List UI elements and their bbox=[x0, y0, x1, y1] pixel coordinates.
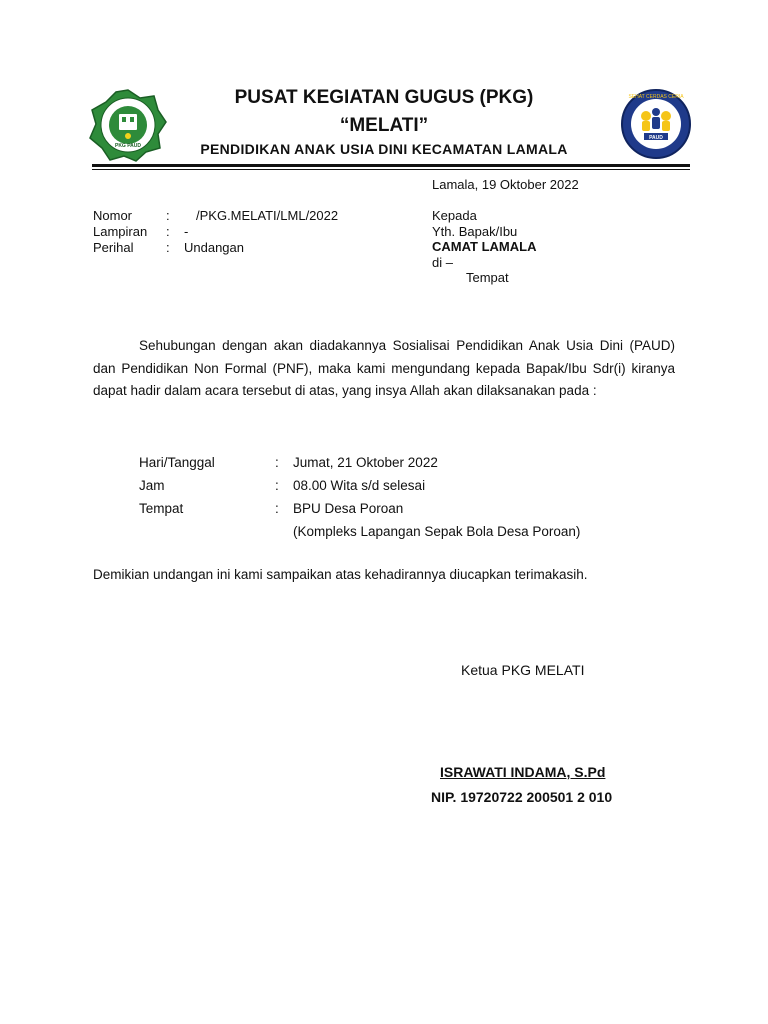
svg-text:PKG PAUD: PKG PAUD bbox=[114, 143, 142, 149]
schedule-place-detail: (Kompleks Lapangan Sepak Bola Desa Poroan) bbox=[293, 524, 581, 539]
recipient-name: CAMAT LAMALA bbox=[432, 239, 537, 254]
header-rule-thick bbox=[92, 164, 690, 167]
signature-nip: NIP. 19720722 200501 2 010 bbox=[431, 789, 613, 805]
meta-value-perihal: Undangan bbox=[184, 240, 244, 255]
schedule-value-date: Jumat, 21 Oktober 2022 bbox=[293, 455, 438, 470]
meta-value-nomor: /PKG.MELATI/LML/2022 bbox=[196, 208, 339, 223]
recipient-line: Kepada bbox=[432, 208, 477, 223]
letterhead-title: PUSAT KEGIATAN GUGUS (PKG) bbox=[234, 87, 534, 108]
meta-sep: : bbox=[166, 240, 170, 255]
header-rule-thin bbox=[92, 169, 690, 170]
recipient-line: di – bbox=[432, 254, 453, 270]
event-schedule bbox=[139, 451, 580, 543]
schedule-sep: : bbox=[275, 501, 279, 516]
meta-value-lampiran: - bbox=[184, 224, 189, 239]
schedule-sep: : bbox=[275, 455, 279, 470]
recipient-block bbox=[432, 208, 536, 286]
schedule-sep: : bbox=[275, 478, 279, 493]
signature-title: Ketua PKG MELATI bbox=[461, 662, 585, 678]
letter-date: Lamala, 19 Oktober 2022 bbox=[432, 177, 579, 192]
signature-name: ISRAWATI INDAMA, S.Pd bbox=[440, 764, 606, 780]
letterhead-subtitle: “MELATI” bbox=[339, 115, 429, 136]
meta-label-perihal: Perihal bbox=[93, 240, 134, 255]
meta-label-lampiran: Lampiran bbox=[93, 224, 148, 239]
body-paragraph-text: Sehubungan dengan akan diadakannya Sosialisai Pendidikan Anak Usia Dini (PAUD) dan Pendidikan Non Formal (PNF), maka kami mengundang kepada Bapak/Ibu Sdr(i) kiranya dapat hadir dalam acara tersebut di atas, yang insya Allah akan dilaksanakan pada : bbox=[93, 338, 675, 398]
schedule-label-date: Hari/Tanggal bbox=[139, 455, 215, 470]
schedule-label-place: Tempat bbox=[139, 501, 184, 516]
schedule-value-time: 08.00 Wita s/d selesai bbox=[293, 478, 426, 493]
meta-sep: : bbox=[166, 208, 170, 223]
closing-paragraph: Demikian undangan ini kami sampaikan atas kehadirannya diucapkan terimakasih. bbox=[93, 567, 588, 582]
meta-sep: : bbox=[166, 224, 170, 239]
body-paragraph bbox=[93, 335, 675, 403]
letter-meta bbox=[93, 208, 338, 256]
svg-text:SEHAT CERDAS CERIA: SEHAT CERDAS CERIA bbox=[628, 94, 684, 100]
svg-text:PAUD: PAUD bbox=[649, 135, 663, 141]
meta-label-nomor: Nomor bbox=[93, 208, 133, 223]
recipient-line: Yth. Bapak/Ibu bbox=[432, 223, 518, 239]
schedule-value-place: BPU Desa Poroan bbox=[293, 501, 404, 516]
schedule-label-time: Jam bbox=[139, 478, 165, 493]
letterhead-institution: PENDIDIKAN ANAK USIA DINI KECAMATAN LAMALA bbox=[200, 141, 568, 157]
recipient-place: Tempat bbox=[466, 270, 509, 285]
